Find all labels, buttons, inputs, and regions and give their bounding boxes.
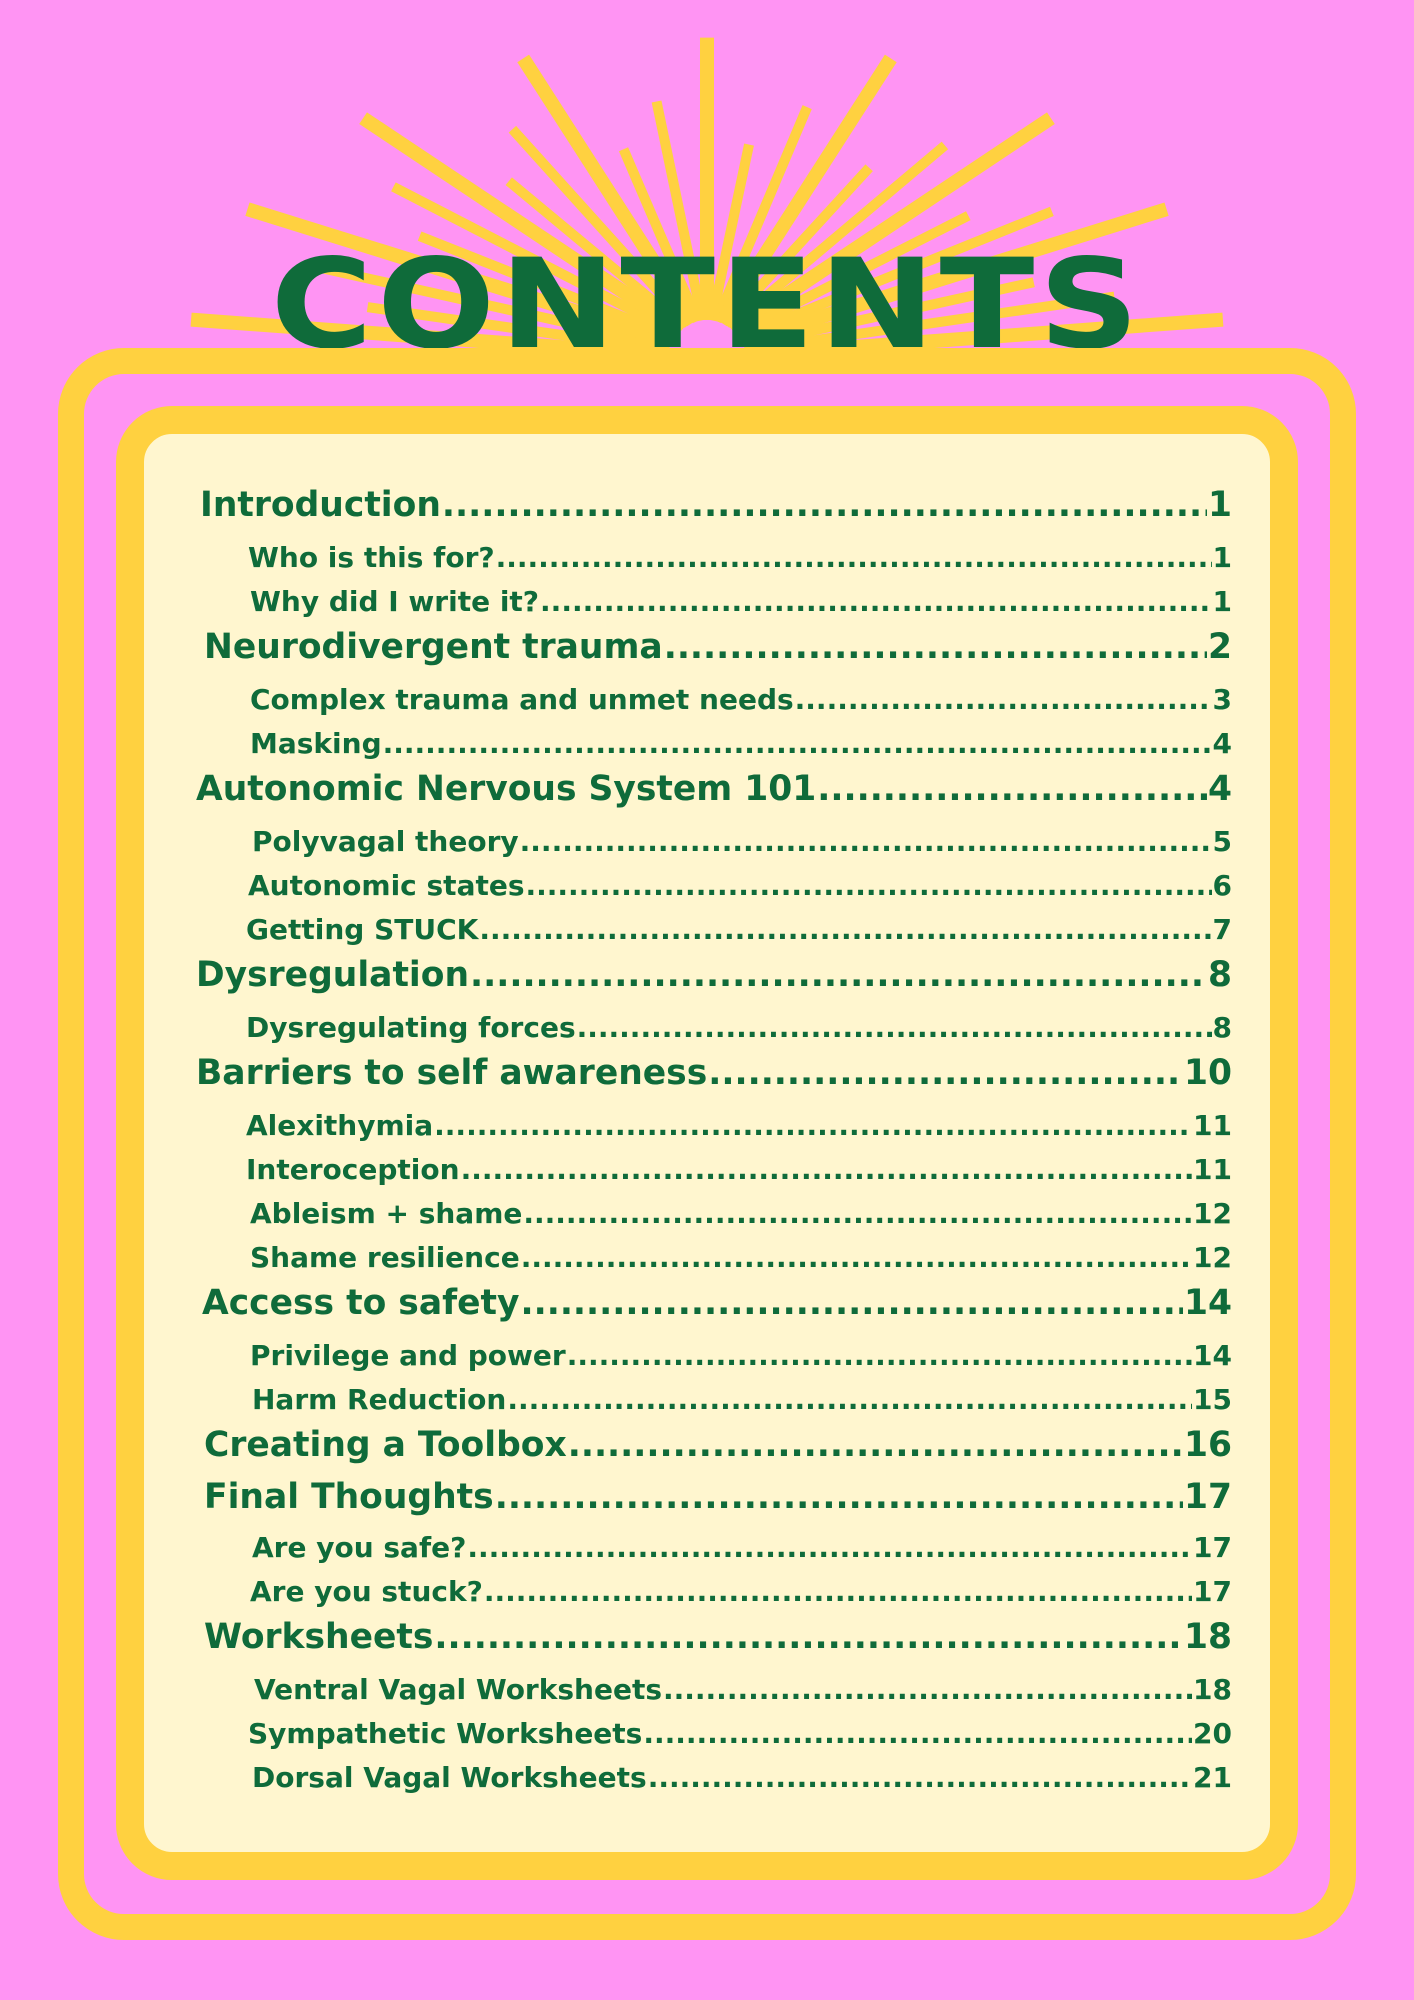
- toc-section-entry: [252, 1531, 1232, 1564]
- toc-dot-leader: [523, 1197, 1192, 1230]
- toc-section-entry: [246, 913, 1232, 946]
- toc-page-number: 18: [1193, 1673, 1232, 1706]
- toc-entry-label: Who is this for?: [248, 541, 495, 574]
- toc-entry-label: Ableism + shame: [250, 1197, 523, 1230]
- toc-entry-label: Worksheets: [204, 1617, 434, 1657]
- toc-dot-leader: [479, 913, 1211, 946]
- toc-page-number: 4: [1212, 727, 1232, 760]
- toc-entry-label: Interoception: [246, 1153, 460, 1186]
- toc-section-entry: [246, 1153, 1232, 1186]
- toc-page-number: 17: [1193, 1575, 1232, 1608]
- toc-page-number: 11: [1193, 1109, 1232, 1142]
- toc-section-entry: [250, 683, 1232, 716]
- toc-chapter-entry: [196, 1053, 1232, 1093]
- toc-entry-label: Why did I write it?: [250, 585, 540, 618]
- toc-dot-leader: [442, 485, 1207, 525]
- toc-section-entry: [252, 1761, 1232, 1794]
- toc-page-number: 10: [1183, 1053, 1232, 1093]
- toc-dot-leader: [795, 683, 1212, 716]
- toc-dot-leader: [817, 769, 1207, 809]
- toc-page-number: 12: [1193, 1197, 1232, 1230]
- toc-page-number: 6: [1212, 869, 1232, 902]
- toc-entry-label: Dysregulating forces: [246, 1011, 576, 1044]
- toc-dot-leader: [434, 1617, 1183, 1657]
- toc-dot-leader: [664, 627, 1207, 667]
- toc-section-entry: [250, 1241, 1232, 1274]
- toc-page-number: 16: [1183, 1425, 1232, 1465]
- toc-chapter-entry: [202, 1283, 1232, 1323]
- toc-dot-leader: [521, 1283, 1183, 1323]
- toc-section-entry: [252, 825, 1232, 858]
- toc-section-entry: [250, 585, 1232, 618]
- toc-dot-leader: [708, 1053, 1183, 1093]
- toc-dot-leader: [648, 1761, 1192, 1794]
- toc-dot-leader: [484, 1575, 1192, 1608]
- toc-entry-label: Complex trauma and unmet needs: [250, 683, 794, 716]
- toc-page-number: 7: [1212, 913, 1232, 946]
- toc-page-number: 14: [1183, 1283, 1232, 1323]
- toc-entry-label: Final Thoughts: [204, 1477, 494, 1517]
- toc-dot-leader: [521, 1241, 1192, 1274]
- toc-entry-label: Ventral Vagal Worksheets: [254, 1673, 662, 1706]
- toc-entry-label: Masking: [250, 727, 382, 760]
- toc-entry-label: Polyvagal theory: [252, 825, 519, 858]
- toc-dot-leader: [495, 1477, 1183, 1517]
- toc-section-entry: [246, 1109, 1232, 1142]
- toc-page-number: 1: [1212, 585, 1232, 618]
- toc-page-number: 8: [1212, 1011, 1232, 1044]
- toc-entry-label: Privilege and power: [250, 1339, 566, 1372]
- toc-entry-label: Autonomic states: [248, 869, 525, 902]
- toc-section-entry: [254, 1673, 1232, 1706]
- toc-entry-label: Getting STUCK: [246, 913, 479, 946]
- toc-entry-label: Dorsal Vagal Worksheets: [252, 1761, 647, 1794]
- toc-entry-label: Autonomic Nervous System 101: [196, 769, 817, 809]
- toc-dot-leader: [643, 1717, 1192, 1750]
- toc-chapter-entry: [204, 1425, 1232, 1465]
- toc-dot-leader: [461, 1153, 1192, 1186]
- toc-section-entry: [246, 1011, 1232, 1044]
- toc-chapter-entry: [204, 627, 1232, 667]
- toc-entry-label: Neurodivergent trauma: [204, 627, 663, 667]
- toc-chapter-entry: [204, 1617, 1232, 1657]
- toc-page-number: 18: [1183, 1617, 1232, 1657]
- toc-page-number: 15: [1193, 1383, 1232, 1416]
- toc-dot-leader: [526, 869, 1212, 902]
- toc-page-number: 4: [1207, 769, 1232, 809]
- toc-dot-leader: [568, 1425, 1183, 1465]
- toc-entry-label: Shame resilience: [250, 1241, 520, 1274]
- toc-page-number: 8: [1207, 955, 1232, 995]
- toc-page-number: 1: [1212, 541, 1232, 574]
- toc-section-entry: [252, 1383, 1232, 1416]
- toc-dot-leader: [577, 1011, 1212, 1044]
- toc-chapter-entry: [200, 485, 1232, 525]
- toc-dot-leader: [467, 1531, 1192, 1564]
- toc-page-number: 17: [1183, 1477, 1232, 1517]
- toc-page-number: 21: [1193, 1761, 1232, 1794]
- toc-page-number: 14: [1193, 1339, 1232, 1372]
- toc-section-entry: [250, 1197, 1232, 1230]
- toc-entry-label: Are you stuck?: [250, 1575, 483, 1608]
- toc-entry-label: Access to safety: [202, 1283, 520, 1323]
- toc-page-number: 2: [1207, 627, 1232, 667]
- toc-entry-label: Introduction: [200, 485, 441, 525]
- toc-section-entry: [248, 541, 1232, 574]
- toc-page-number: 1: [1207, 485, 1232, 525]
- toc-page-number: 11: [1193, 1153, 1232, 1186]
- toc-chapter-entry: [196, 955, 1232, 995]
- toc-section-entry: [248, 1717, 1232, 1750]
- page-title: CONTENTS: [270, 233, 1144, 377]
- toc-entry-label: Sympathetic Worksheets: [248, 1717, 643, 1750]
- toc-dot-leader: [520, 825, 1212, 858]
- toc-dot-leader: [383, 727, 1212, 760]
- toc-page-number: 12: [1193, 1241, 1232, 1274]
- toc-dot-leader: [540, 585, 1211, 618]
- toc-entry-label: Dysregulation: [196, 955, 470, 995]
- toc-entry-label: Harm Reduction: [252, 1383, 507, 1416]
- toc-dot-leader: [496, 541, 1212, 574]
- toc-section-entry: [248, 869, 1232, 902]
- toc-page-number: 5: [1212, 825, 1232, 858]
- toc-entry-label: Creating a Toolbox: [204, 1425, 567, 1465]
- toc-page-number: 3: [1212, 683, 1232, 716]
- toc-dot-leader: [470, 955, 1207, 995]
- toc-dot-leader: [434, 1109, 1192, 1142]
- toc-chapter-entry: [196, 769, 1232, 809]
- toc-page-number: 17: [1193, 1531, 1232, 1564]
- toc-entry-label: Barriers to self awareness: [196, 1053, 708, 1093]
- toc-section-entry: [250, 727, 1232, 760]
- toc-dot-leader: [567, 1339, 1192, 1372]
- toc-entry-label: Are you safe?: [252, 1531, 467, 1564]
- toc-dot-leader: [663, 1673, 1192, 1706]
- toc-entry-label: Alexithymia: [246, 1109, 434, 1142]
- toc-chapter-entry: [204, 1477, 1232, 1517]
- toc-page-number: 20: [1193, 1717, 1232, 1750]
- toc-dot-leader: [507, 1383, 1192, 1416]
- toc-section-entry: [250, 1339, 1232, 1372]
- toc-section-entry: [250, 1575, 1232, 1608]
